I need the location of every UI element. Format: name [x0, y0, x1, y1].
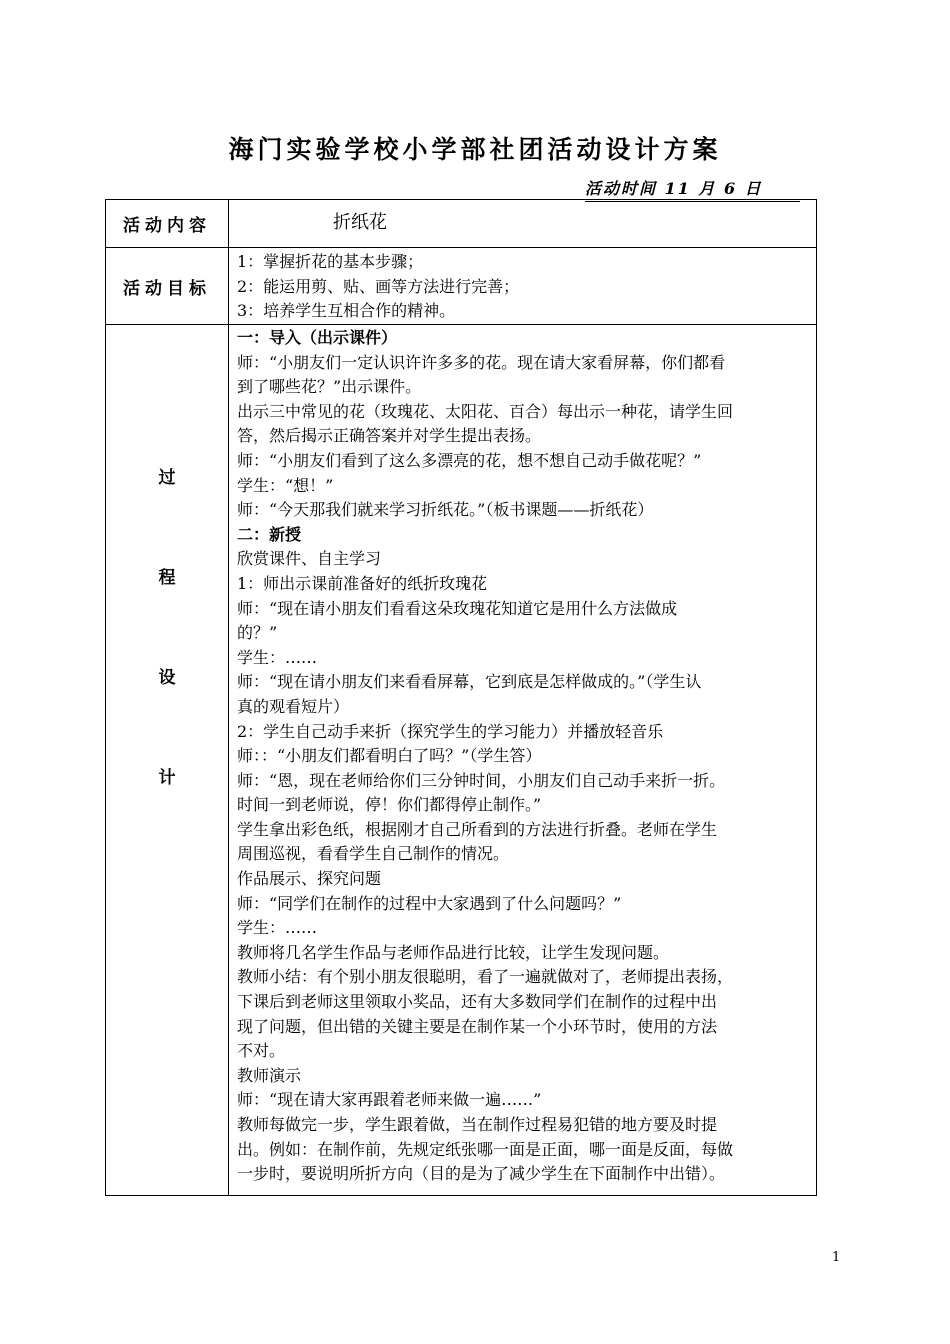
process-line: 真的观看短片）	[237, 696, 350, 716]
goal-item: 2：能运用剪、贴、画等方法进行完善；	[237, 276, 520, 296]
process-line: 教师将几名学生作品与老师作品进行比较，让学生发现问题。	[237, 942, 670, 962]
process-line: 2：学生自己动手来折（探究学生的学习能力）并播放轻音乐	[237, 721, 664, 741]
process-line: 时间一到老师说，停！你们都得停止制作。”	[237, 795, 542, 815]
process-line: 现了问题，但出错的关键主要是在制作某一个小环节时，使用的方法	[237, 1016, 718, 1036]
process-line: 出。例如：在制作前，先规定纸张哪一面是正面，哪一面是反面，每做	[237, 1139, 734, 1159]
section-heading: 一：导入（出示课件）	[237, 328, 398, 347]
cell-process-design	[229, 325, 817, 1196]
process-line: 学生：……	[237, 918, 318, 938]
process-line: 师：“现在请大家再跟着老师来做一遍……”	[237, 1090, 542, 1110]
process-line: 作品展示、探究问题	[237, 869, 382, 889]
row-activity-goals	[106, 248, 817, 325]
cell-activity-content	[229, 200, 817, 248]
process-line: 教师每做完一步，学生跟着做，当在制作过程易犯错的地方要及时提	[237, 1115, 718, 1134]
process-line: 教师小结：有个别小朋友很聪明，看了一遍就做对了，老师提出表扬，	[237, 967, 734, 987]
process-line: 的？”	[237, 623, 278, 643]
activity-time: 活动时间 11 月 6 日	[585, 176, 800, 202]
process-line: 师：“小朋友们看到了这么多漂亮的花，想不想自己动手做花呢？”	[237, 450, 702, 470]
process-line: 师：：“小朋友们都看明白了吗？”（学生答）	[237, 746, 542, 766]
process-line: 欣赏课件、自主学习	[237, 549, 382, 569]
process-line: 学生：“想！”	[237, 475, 334, 495]
process-line: 答，然后揭示正确答案并对学生提出表扬。	[237, 426, 542, 446]
label-process-design	[106, 325, 229, 1196]
process-label-char: 程	[158, 568, 176, 588]
process-label-char: 过	[158, 468, 176, 488]
row-process-design	[106, 325, 817, 1196]
page-number: 1	[832, 1250, 841, 1265]
row-activity-content	[106, 200, 817, 248]
process-line: 到了哪些花？”出示课件。	[237, 377, 422, 397]
process-line: 师：“恩，现在老师给你们三分钟时间，小朋友们自己动手来折一折。	[237, 770, 726, 790]
process-label-char: 设	[158, 668, 176, 688]
process-line: 不对。	[237, 1041, 286, 1061]
process-line: 师：“现在请小朋友们来看看屏幕，它到底是怎样做成的。”（学生认	[237, 672, 702, 692]
process-line: 学生：……	[237, 647, 318, 667]
process-line: 下课后到老师这里领取小奖品，还有大多数同学们在制作的过程中出	[237, 992, 718, 1012]
goal-item: 3：培养学生互相合作的精神。	[237, 301, 456, 320]
section-heading: 二：新授	[237, 524, 302, 544]
process-line: 教师演示	[237, 1065, 302, 1085]
label-activity-goals: 活动目标	[106, 248, 229, 325]
goal-item: 1：掌握折花的基本步骤；	[237, 252, 424, 271]
process-line: 1：师出示课前准备好的纸折玫瑰花	[237, 573, 488, 593]
process-line: 师：“同学们在制作的过程中大家遇到了什么问题吗？”	[237, 893, 622, 913]
document-title: 海门实验学校小学部社团活动设计方案	[228, 135, 722, 164]
process-line: 师：“今天那我们就来学习折纸花。”（板书课题——折纸花）	[237, 500, 654, 520]
process-line: 出示三中常见的花（玫瑰花、太阳花、百合）每出示一种花，请学生回	[237, 401, 734, 421]
process-line: 学生拿出彩色纸，根据刚才自己所看到的方法进行折叠。老师在学生	[237, 819, 718, 839]
plan-table	[105, 199, 817, 1196]
activity-topic: 折纸花	[333, 212, 387, 233]
process-line: 师：“小朋友们一定认识许许多多的花。现在请大家看屏幕，你们都看	[237, 352, 726, 372]
process-line: 周围巡视，看看学生自己制作的情况。	[237, 844, 510, 864]
process-line: 一步时，要说明所折方向（目的是为了减少学生在下面制作中出错）。	[237, 1164, 726, 1184]
process-label-char: 计	[158, 768, 176, 788]
label-activity-content: 活动内容	[106, 200, 229, 248]
cell-activity-goals	[229, 248, 817, 325]
process-line: 师：“现在请小朋友们看看这朵玫瑰花知道它是用什么方法做成	[237, 598, 678, 618]
